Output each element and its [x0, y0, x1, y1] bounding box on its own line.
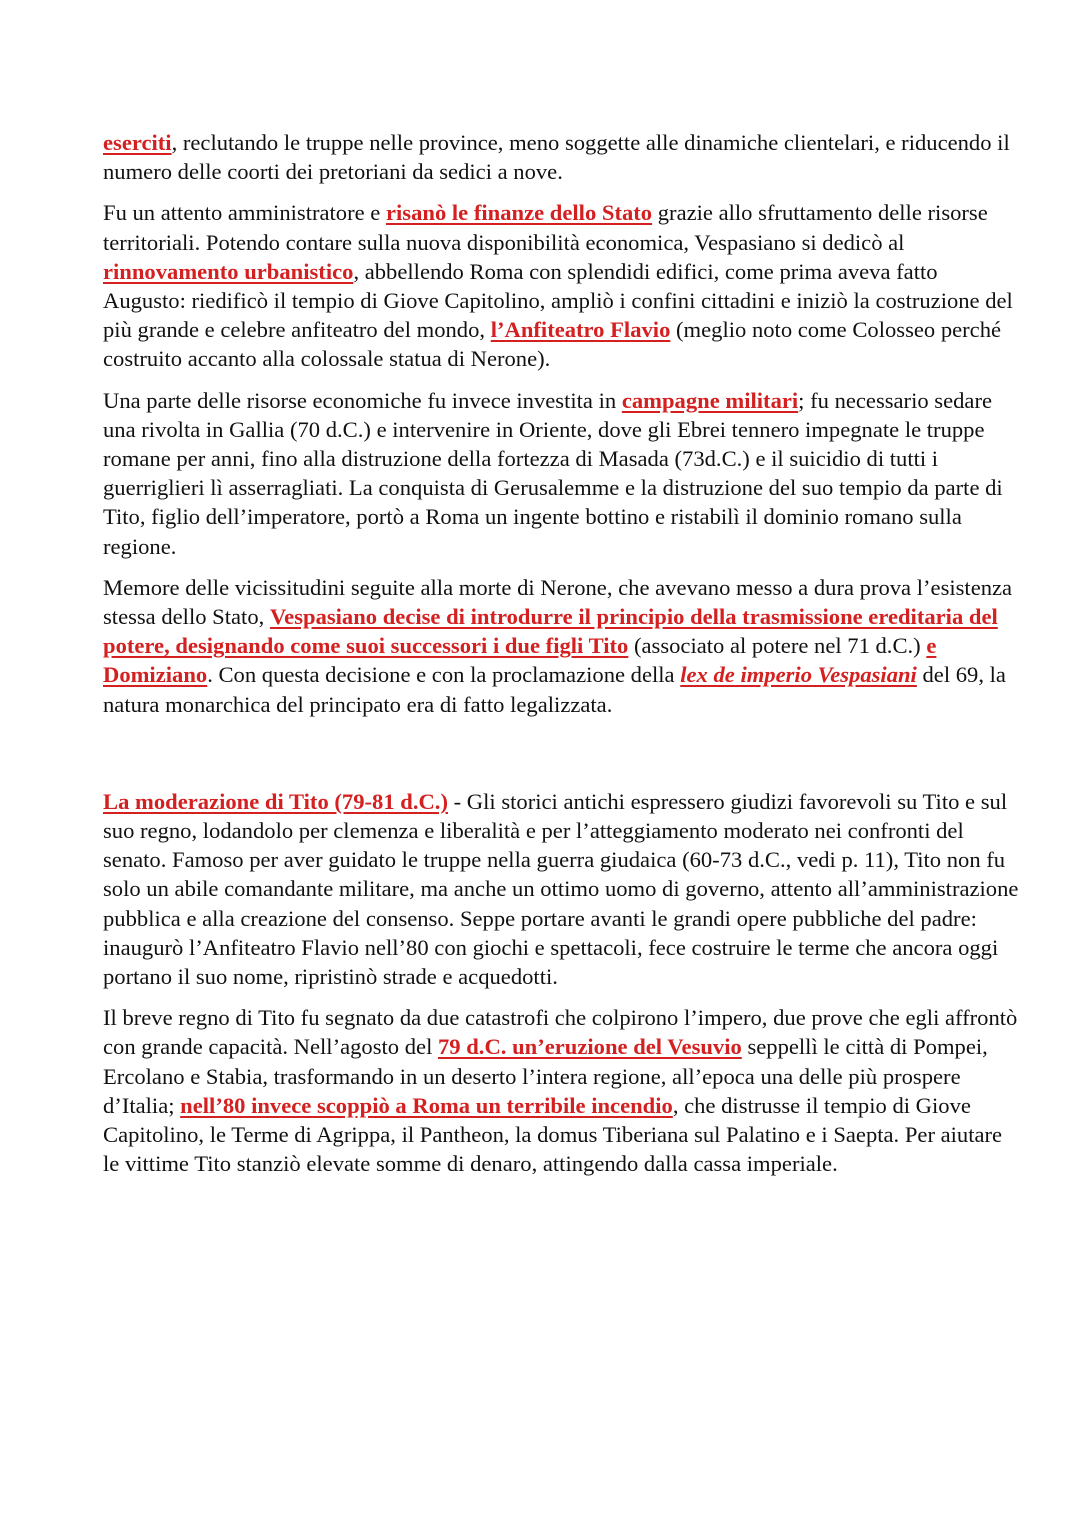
text-segment: (meglio noto come Colosseo perché costruito accanto alla colossale statua di Nerone). — [103, 317, 1002, 372]
highlight-vesuvio: 79 d.C. un’eruzione del Vesuvio — [438, 1034, 742, 1060]
text-segment: del 69, la natura monarchica del principato era di fatto legalizzata. — [103, 662, 1006, 717]
text-segment: Una parte delle risorse economiche fu invece investita in — [103, 387, 622, 413]
highlight-anfiteatro: l’Anfiteatro Flavio — [490, 317, 671, 343]
highlight-lex-de-imperio: lex de imperio Vespasiani — [680, 662, 917, 688]
paragraph-successione — [103, 573, 1020, 719]
paragraph-amministrazione — [103, 198, 1020, 373]
text-segment: Memore delle vicissitudini seguite alla morte di Nerone, che avevano messo a dura prova l’esistenza stessa dello Stato, — [103, 574, 1013, 630]
highlight-campagne-militari: campagne militari — [621, 387, 799, 413]
highlight-eserciti: eserciti — [103, 130, 172, 155]
highlight-finanze: risanò le finanze dello Stato — [386, 200, 653, 226]
highlight-moderazione-tito: La moderazione di Tito (79-81 d.C.) — [103, 788, 448, 814]
text-segment: ; fu necessario sedare una rivolta in Gallia (70 d.C.) e intervenire in Oriente, dove gli Ebrei tennero impegnate le truppe romane per anni, fino alla distruzione della fortezza di Masada (73d.C.) e il suicidio di tutti i guerriglieri lì asserragliati. La conquista di Gerusalemme e la distruzione del suo tempio da parte di Tito, figlio dell’imperatore, portò a Roma un ingente bottino e ristabilì il dominio romano sulla regione. — [103, 387, 1003, 559]
paragraph-tito — [103, 787, 1020, 991]
text-segment: . Con questa decisione e con la proclamazione della — [207, 662, 681, 688]
text-segment: , reclutando le truppe nelle province, meno soggette alle dinamiche clientelari, e riducendo il numero delle coorti dei pretoriani da sedici a nove. — [103, 130, 1010, 185]
highlight-rinnovamento: rinnovamento urbanistico — [103, 258, 354, 284]
paragraph-campagne — [103, 386, 1020, 561]
highlight-domiziano: e Domiziano — [103, 633, 937, 688]
text-segment: , che distrusse il tempio di Giove Capitolino, le Terme di Agrippa, il Pantheon, la domus Tiberiana sul Palatino e i Saepta. Per aiutare le vittime Tito stanziò elevate somme di denaro, attingendo dalla cassa imperiale. — [103, 1092, 1003, 1177]
paragraph-catastrofi — [103, 1003, 1020, 1178]
paragraph-esercito — [103, 128, 1020, 186]
text-segment: seppellì le città di Pompei, Ercolano e Stabia, trasformando in un deserto l’intera regione, all’epoca una delle più prospere d’Italia; — [103, 1034, 988, 1118]
text-segment: Il breve regno di Tito fu segnato da due catastrofi che colpirono l’impero, due prove che egli affrontò con grande capacità. Nell’agosto del — [103, 1005, 1018, 1060]
highlight-trasmissione-ereditaria: Vespasiano decise di introdurre il principio della trasmissione ereditaria del potere, designando come suoi successori i due figli Tito — [103, 604, 998, 659]
text-segment: Fu un attento amministratore e — [103, 200, 386, 226]
text-segment: grazie allo sfruttamento delle risorse territoriali. Potendo contare sulla nuova disponibilità economica, Vespasiano si dedicò al — [103, 200, 988, 255]
text-segment: - Gli storici antichi espressero giudizi favorevoli su Tito e sul suo regno, lodandolo per clemenza e liberalità e per l’atteggiamento moderato nei confronti del senato. Famoso per aver guidato le truppe nella guerra giudaica (60-73 d.C., vedi p. 11), Tito non fu solo un abile comandante militare, ma anche un ottimo uomo di governo, attento all’amministrazione pubblica e alla creazione del consenso. Seppe portare avanti le grandi opere pubbliche del padre: inaugurò l’Anfiteatro Flavio nell’80 con giochi e spettacoli, fece costruire le terme che ancora oggi portano il suo nome, ripristinò strade e acquedotti. — [103, 788, 1019, 990]
text-segment: , abbellendo Roma con splendidi edifici, come prima aveva fatto Augusto: riedificò il tempio di Giove Capitolino, ampliò i confini cittadini e iniziò la costruzione del più grande e celebre anfiteatro del mondo, — [103, 258, 1013, 343]
text-segment: (associato al potere nel 71 d.C.) — [628, 633, 927, 659]
highlight-incendio: nell’80 invece scoppiò a Roma un terribile incendio — [180, 1092, 673, 1118]
